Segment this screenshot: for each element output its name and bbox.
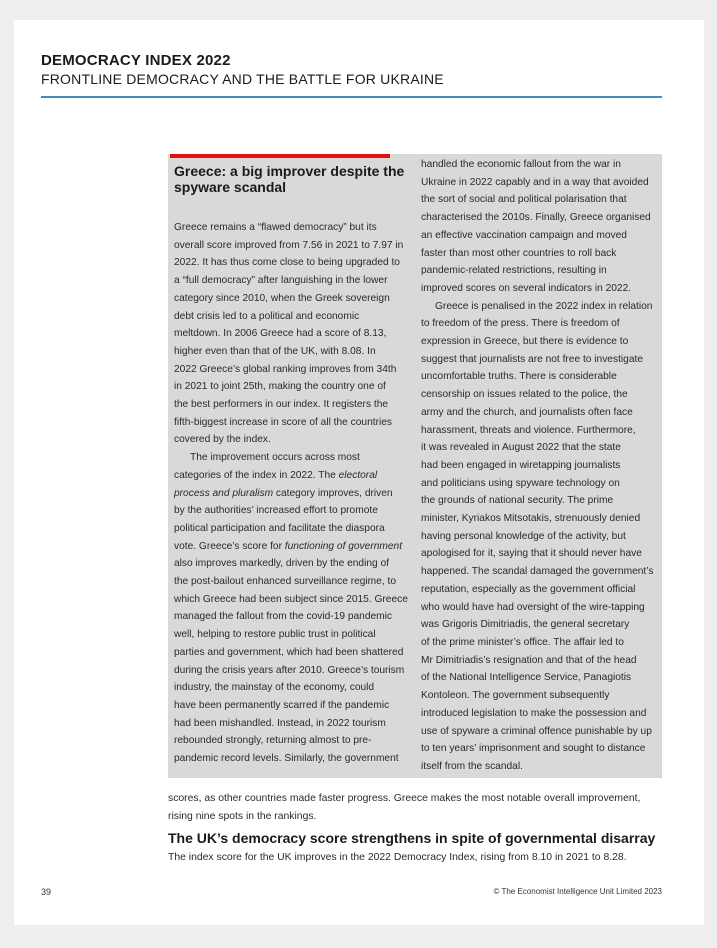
text-line: harassment, threats and violence. Furthermore, — [421, 424, 636, 436]
text-line: Kontoleon. The government subsequently — [421, 690, 610, 702]
text-line: 2022 Greece’s global ranking improves from 34th — [174, 363, 397, 375]
text-line: faster than most other countries to roll back — [421, 247, 617, 259]
text-line: of the prime minister’s office. The affair led to — [421, 636, 624, 648]
text-line: characterised the 2010s. Finally, Greece organised — [421, 212, 651, 224]
section-heading: The UK’s democracy score strengthens in spite of governmental disarray — [168, 830, 656, 846]
box-title-line: spyware scandal — [174, 179, 287, 195]
text-line: itself from the scandal. — [421, 760, 523, 772]
paragraph — [174, 219, 414, 449]
text-line: suggest that journalists are not free to investigate — [421, 353, 643, 365]
text-line: political participation and facilitate the diaspora — [174, 522, 385, 534]
text-line: improved scores on several indicators in 2022. — [421, 282, 632, 294]
text-line: of the National Intelligence Service, Panagiotis — [421, 672, 632, 684]
text-line: happened. The scandal damaged the government’s — [421, 566, 654, 578]
text-line: during the crisis years after 2010. Greece’s tourism — [174, 664, 405, 676]
text-line: expression in Greece, but there is evidence to — [421, 336, 629, 348]
paragraph — [421, 156, 661, 298]
text-line: covered by the index. — [174, 434, 271, 446]
text-line: industry, the mainstay of the economy, could — [174, 682, 375, 694]
text-line: The improvement occurs across most — [190, 452, 360, 464]
text-line: category since 2010, when the Greek sovereign — [174, 292, 390, 304]
text-line: well, helping to restore public trust in political — [174, 629, 376, 641]
text-line: handled the economic fallout from the war in — [421, 159, 621, 170]
text-line: pandemic-related restrictions, resulting in — [421, 265, 607, 277]
text-line: also improves markedly, driven by the ending of — [174, 558, 389, 570]
text-line: apologised for it, saying that it should never have — [421, 548, 642, 560]
text-line: by the authorities’ increased effort to promote — [174, 505, 378, 517]
text-line: vote. Greece’s score for functioning of government — [174, 540, 403, 552]
text-line: army and the church, and journalists often face — [421, 406, 633, 418]
box-column-left — [174, 219, 414, 768]
text-line: which Greece had been subject since 2015. Greece — [174, 593, 408, 605]
text-line: had been mishandled. Instead, in 2022 tourism — [174, 717, 386, 729]
text-line: to freedom of the press. There is freedom of — [421, 318, 620, 330]
page-number: 39 — [41, 887, 52, 897]
box-accent-bar — [170, 154, 390, 158]
text-line: Greece is penalised in the 2022 index in relation — [435, 300, 653, 312]
copyright-notice: © The Economist Intelligence Unit Limited 2023 — [493, 887, 662, 896]
text-line: the sort of social and political polarisation that — [421, 194, 627, 206]
text-line: the best performers in our index. It registers the — [174, 399, 389, 411]
text-line: minister, Kyriakos Mitsotakis, strenuously denied — [421, 513, 641, 525]
text-line: debt crisis led to a political and economic — [174, 310, 360, 322]
report-title: DEMOCRACY INDEX 2022 — [41, 52, 231, 69]
text-line: having personal knowledge of the activity, but — [421, 530, 626, 542]
text-line: it was revealed in August 2022 that the state — [421, 442, 621, 454]
text-line: overall score improved from 7.56 in 2021 to 7.97 in — [174, 239, 404, 251]
paragraph — [421, 298, 661, 776]
header-divider — [41, 96, 662, 98]
text-line: process and pluralism category improves, driven — [174, 487, 393, 499]
document-page — [14, 20, 704, 925]
text-line: uncomfortable truths. There is considerable — [421, 371, 617, 383]
text-line: in 2021 to joint 25th, making the country one of — [174, 381, 386, 393]
text-line: higher even than that of the UK, with 8.08. In — [174, 345, 376, 357]
paragraph — [174, 449, 414, 768]
text-line: Ukraine in 2022 capably and in a way that avoided — [421, 176, 649, 188]
text-line: introduced legislation to make the possession and — [421, 707, 647, 719]
text-line: an effective vaccination campaign and moved — [421, 229, 627, 241]
text-line: parties and government, which had been shattered — [174, 646, 404, 658]
text-line: Mr Dimitriadis’s resignation and that of the head — [421, 654, 637, 666]
text-line: who would have had oversight of the wire-tapping — [421, 601, 645, 613]
text-line: to ten years’ imprisonment and sought to distance — [421, 743, 646, 755]
box-title — [174, 163, 404, 195]
box-column-right — [421, 156, 661, 776]
report-subtitle: FRONTLINE DEMOCRACY AND THE BATTLE FOR UKRAINE — [41, 71, 444, 87]
text-line: had been engaged in wiretapping journalists — [421, 459, 621, 471]
text-line: the grounds of national security. The prime — [421, 495, 614, 507]
section-paragraph: The index score for the UK improves in the 2022 Democracy Index, rising from 8.10 in 2021 to 8.28. — [168, 852, 627, 863]
text-line: the post-bailout enhanced surveillance regime, to — [174, 576, 396, 588]
text-line: managed the fallout from the covid-19 pandemic — [174, 611, 393, 623]
text-line: censorship on issues related to the police, the — [421, 389, 628, 401]
text-line: and politicians using spyware technology on — [421, 477, 620, 489]
text-line: have been permanently scarred if the pandemic — [174, 699, 390, 711]
text-line: fifth-biggest increase in score of all the countries — [174, 416, 393, 428]
text-line: was Grigoris Dimitriadis, the general secretary — [421, 619, 630, 631]
text-line: Greece remains a “flawed democracy” but its — [174, 222, 377, 233]
box-title-line: Greece: a big improver despite the — [174, 163, 405, 179]
text-line: reputation, especially as the government official — [421, 583, 636, 595]
text-line: a “full democracy” after languishing in the lower — [174, 275, 388, 287]
text-line: rising nine spots in the rankings. — [168, 810, 317, 822]
text-line: pandemic record levels. Similarly, the government — [174, 753, 399, 765]
text-line: 2022. It has thus come close to being upgraded to — [174, 257, 400, 269]
text-line: meltdown. In 2006 Greece had a score of 8.13, — [174, 328, 387, 340]
text-line: scores, as other countries made faster progress. Greece makes the most notable overall improvement, — [168, 793, 641, 804]
body-paragraph — [168, 790, 668, 825]
text-line: categories of the index in 2022. The electoral — [174, 469, 378, 481]
text-line: rebounded strongly, returning almost to pre- — [174, 735, 372, 747]
text-line: use of spyware a criminal offence punishable by up — [421, 725, 652, 737]
